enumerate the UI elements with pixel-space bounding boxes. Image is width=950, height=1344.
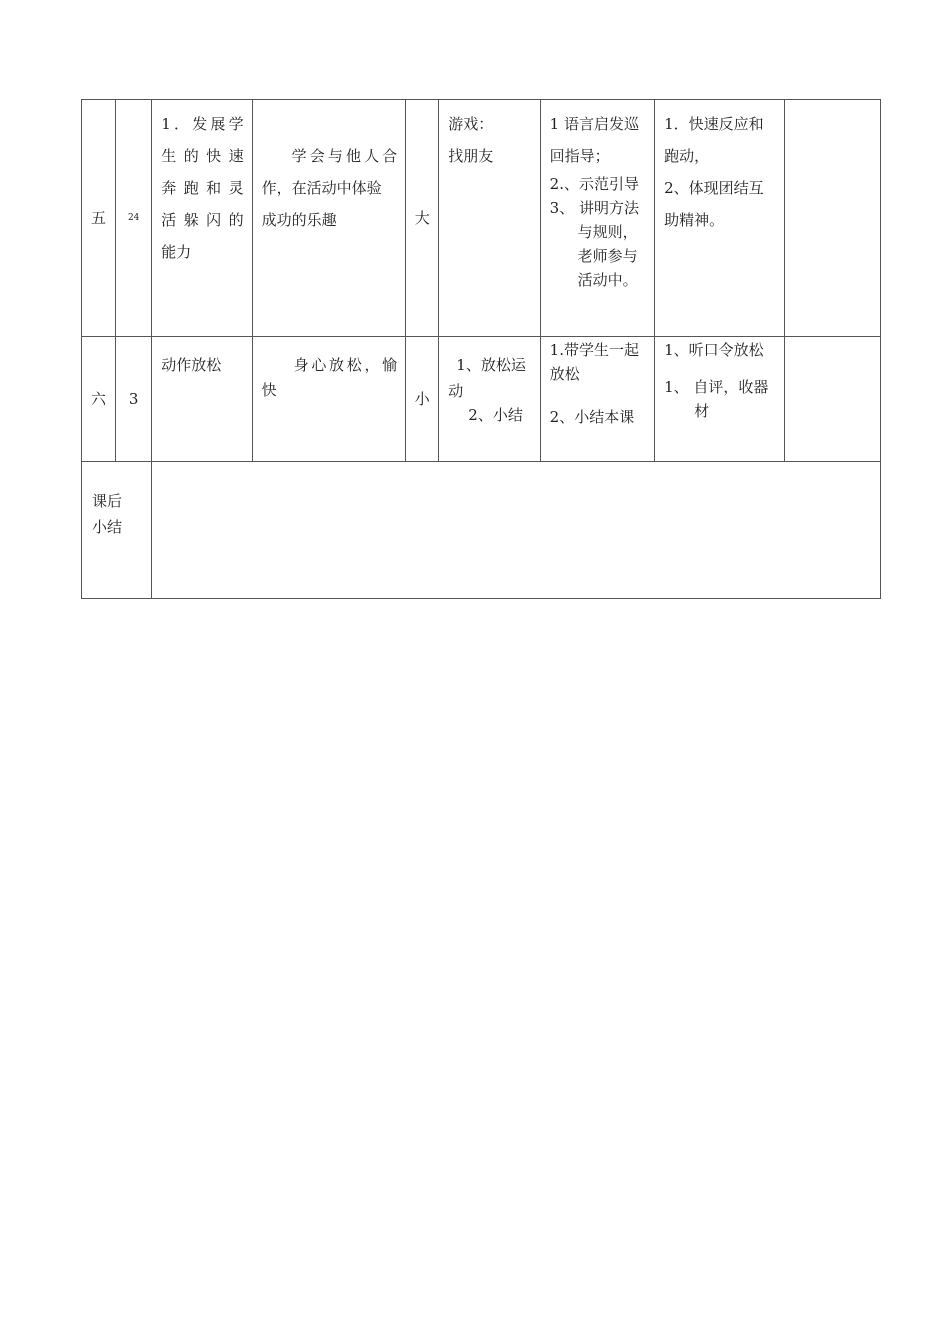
remarks-cell	[784, 337, 880, 462]
table-row	[82, 100, 881, 337]
student-activity-cell: 1．快速反应和 跑动， 2、体现团结互 助精神。	[655, 100, 784, 337]
content-cell: 1、放松运 动 2、小结	[439, 337, 540, 462]
time-minutes: 24	[116, 100, 152, 337]
aim-cell: 身心放松，愉 快	[252, 337, 406, 462]
content-cell: 游戏： 找朋友	[439, 100, 540, 337]
lesson-plan-table	[81, 99, 881, 599]
section-number: 五	[82, 100, 116, 337]
summary-content[interactable]	[152, 462, 881, 599]
summary-label: 课后 小结	[82, 462, 152, 599]
teacher-activity-cell: 1.带学生一起 放松 2、小结本课	[540, 337, 654, 462]
section-number: 六	[82, 337, 116, 462]
summary-row	[82, 462, 881, 599]
student-activity-cell: 1、听口令放松 1、 自评，收器 材	[655, 337, 784, 462]
intensity-cell: 小	[406, 337, 439, 462]
goal-cell: 动作放松	[152, 337, 252, 462]
remarks-cell	[784, 100, 880, 337]
teacher-activity-cell: 1 语言启发巡 回指导； 2.、示范引导 3、 讲明方法 与规则， 老师参与 活动中。	[540, 100, 654, 337]
table-row	[82, 337, 881, 462]
time-minutes: 3	[116, 337, 152, 462]
goal-cell: 1．发展学 生的快速 奔跑和灵 活躲闪的 能力	[152, 100, 252, 337]
intensity-cell: 大	[406, 100, 439, 337]
aim-cell: 学会与他人合 作，在活动中体验 成功的乐趣	[252, 100, 406, 337]
